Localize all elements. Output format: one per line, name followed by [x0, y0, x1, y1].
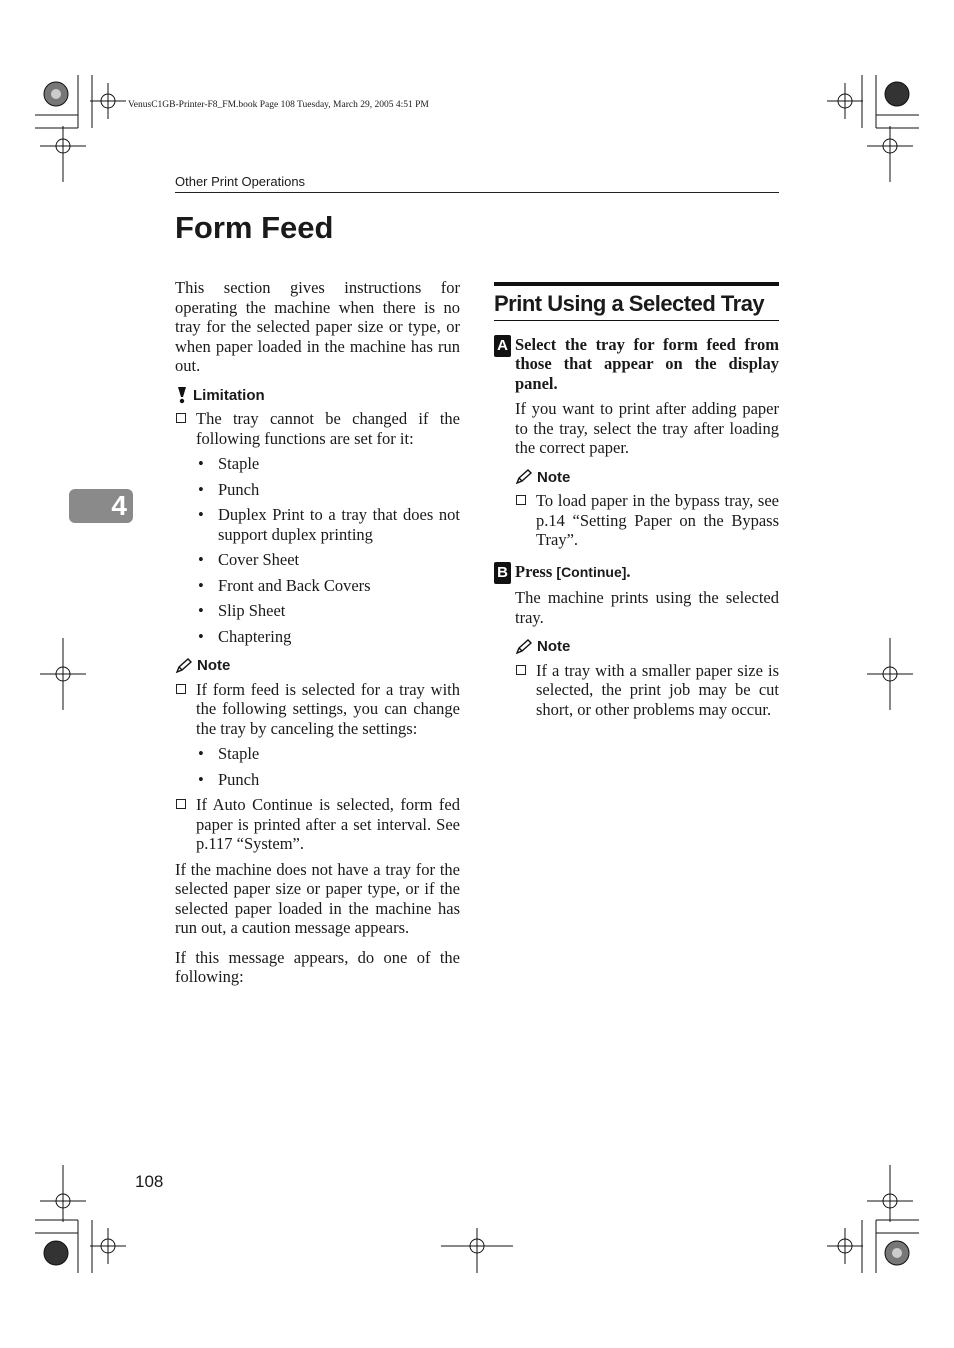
note-label: Note: [537, 468, 571, 486]
chapter-tab: 4: [69, 489, 133, 523]
checkbox-bullet-icon: [176, 799, 186, 809]
left-column: [175, 278, 460, 997]
body-paragraph: If this message appears, do one of the following:: [175, 947, 460, 986]
checkbox-bullet-icon: [176, 413, 186, 423]
limitation-label: Limitation: [193, 386, 265, 404]
note-block: [494, 637, 779, 719]
step-number-badge: B: [494, 562, 511, 584]
note-bullet-list: [196, 744, 460, 789]
list-item: • Chaptering: [196, 627, 460, 647]
section-heading: Print Using a Selected Tray: [494, 282, 779, 321]
list-item: • Punch: [196, 480, 460, 500]
note-item: If Auto Continue is selected, form fed paper is printed after a set interval. See p.117 “System”.: [175, 795, 460, 854]
list-item: • Staple: [196, 744, 460, 764]
limitation-heading: [175, 386, 460, 406]
list-item: • Cover Sheet: [196, 550, 460, 570]
step-instruction: Press [Continue].: [515, 561, 631, 581]
step-body: The machine prints using the selected tray.: [515, 588, 779, 627]
page-number: 108: [135, 1172, 164, 1191]
intro-paragraph: This section gives instructions for operating the machine when there is no tray for the selected paper size or type, or when paper loaded in the machine has run out.: [175, 278, 460, 375]
step-2: [494, 562, 779, 583]
note-item: If form feed is selected for a tray with the following settings, you can change the tray by canceling the settings:: [175, 680, 460, 739]
pencil-icon: [515, 639, 533, 655]
checkbox-bullet-icon: [176, 684, 186, 694]
page-title: Form Feed: [175, 210, 334, 245]
step-instruction: Select the tray for form feed from those that appear on the display panel.: [515, 334, 779, 393]
note-heading: [515, 637, 779, 657]
limitation-item: The tray cannot be changed if the following functions are set for it:: [175, 409, 460, 448]
note-item: If a tray with a smaller paper size is selected, the print job may be cut short, or other problems may occur.: [515, 661, 779, 720]
list-item: • Duplex Print to a tray that does not support duplex printing: [196, 505, 460, 544]
body-paragraph: If the machine does not have a tray for the selected paper size or paper type, or if the selected paper loaded in the machine has run out, a caution message appears.: [175, 859, 460, 937]
right-column: [494, 282, 779, 725]
step-1: [494, 335, 779, 394]
print-metadata: VenusC1GB-Printer-F8_FM.book Page 108 Tuesday, March 29, 2005 4:51 PM: [128, 100, 429, 110]
note-heading: [515, 468, 779, 488]
note-heading: [175, 656, 460, 676]
exclamation-icon: [175, 386, 189, 404]
list-item: • Punch: [196, 770, 460, 790]
note-item: To load paper in the bypass tray, see p.14 “Setting Paper on the Bypass Tray”.: [515, 491, 779, 550]
list-item: • Front and Back Covers: [196, 576, 460, 596]
note-block: [494, 468, 779, 550]
pencil-icon: [515, 469, 533, 485]
note-label: Note: [197, 657, 231, 674]
checkbox-bullet-icon: [516, 495, 526, 505]
limitation-bullet-list: [196, 454, 460, 646]
step-number-badge: A: [494, 335, 511, 357]
continue-key-label: [Continue]: [556, 563, 627, 580]
note-label: Note: [537, 638, 571, 655]
checkbox-bullet-icon: [516, 665, 526, 675]
running-head: Other Print Operations: [175, 174, 306, 189]
list-item: • Slip Sheet: [196, 601, 460, 621]
header-rule: [175, 192, 779, 193]
pencil-icon: [175, 658, 193, 674]
step-body: If you want to print after adding paper to the tray, select the tray after loading the correct paper.: [515, 399, 779, 457]
list-item: • Staple: [196, 454, 460, 474]
